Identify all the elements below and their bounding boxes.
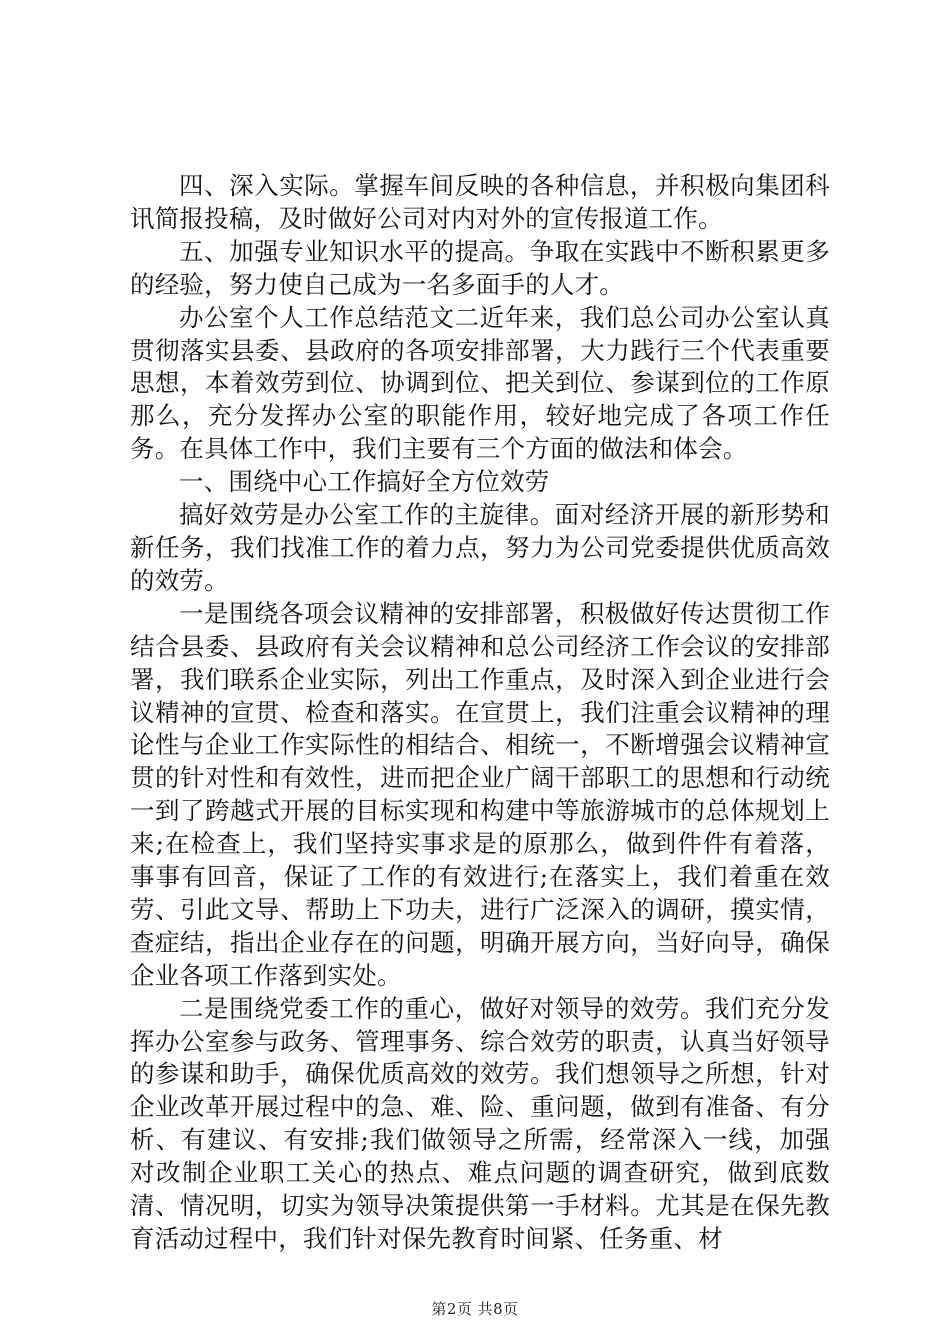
page-number: 第2页 共8页 — [431, 1300, 519, 1318]
paragraph-leadership: 二是围绕党委工作的重心，做好对领导的效劳。我们充分发挥办公室参与政务、管理事务、综合效劳的职责，认真当好领导的参谋和助手，确保优质高效的效劳。我们想领导之所想，针对企业改革开展过程中的急、难、险、重问题，做到有准备、有分析、有建议、有安排;我们做领导之所需，经常深入一线，加强对改制企业职工关心的热点、难点问题的调查研究，做到底数清、情况明，切实为领导决策提供第一手材料。尤其是在保先教育活动过程中，我们针对保先教育时间紧、任务重、材 — [130, 993, 830, 1253]
paragraph-meetings: 一是围绕各项会议精神的安排部署，积极做好传达贯彻工作结合县委、县政府有关会议精神和总公司经济工作会议的安排部署，我们联系企业实际，列出工作重点，及时深入到企业进行会议精神的宣贯、检查和落实。在宣贯上，我们注重会议精神的理论性与企业工作实际性的相结合、相统一，不断增强会议精神宣贯的针对性和有效性，进而把企业广阔干部职工的思想和行动统一到了跨越式开展的目标实现和构建中等旅游城市的总体规划上来;在检查上，我们坚持实事求是的原那么，做到件件有着落，事事有回音，保证了工作的有效进行;在落实上，我们着重在效劳、引此文导、帮助上下功夫，进行广泛深入的调研，摸实情，查症结，指出企业存在的问题，明确开展方向，当好向导，确保企业各项工作落到实处。 — [130, 598, 830, 990]
page-footer — [0, 1298, 950, 1319]
paragraph-item-4: 四、深入实际。掌握车间反映的各种信息，并积极向集团科讯简报投稿，及时做好公司对内对外的宣传报道工作。 — [130, 171, 830, 233]
paragraph-summary-intro: 办公室个人工作总结范文二近年来，我们总公司办公室认真贯彻落实县委、县政府的各项安排部署，大力践行三个代表重要思想，本着效劳到位、协调到位、把关到位、参谋到位的工作原那么，充分发挥办公室的职能作用，较好地完成了各项工作任务。在具体工作中，我们主要有三个方面的做法和体会。 — [130, 302, 830, 464]
paragraph-service-main: 搞好效劳是办公室工作的主旋律。面对经济开展的新形势和新任务，我们找准工作的着力点，努力为公司党委提供优质高效的效劳。 — [130, 500, 830, 595]
paragraph-item-5: 五、加强专业知识水平的提高。争取在实践中不断积累更多的经验，努力使自己成为一名多面手的人才。 — [130, 236, 830, 299]
section-heading-1: 一、围绕中心工作搞好全方位效劳 — [179, 467, 550, 497]
document-body — [130, 170, 830, 1256]
